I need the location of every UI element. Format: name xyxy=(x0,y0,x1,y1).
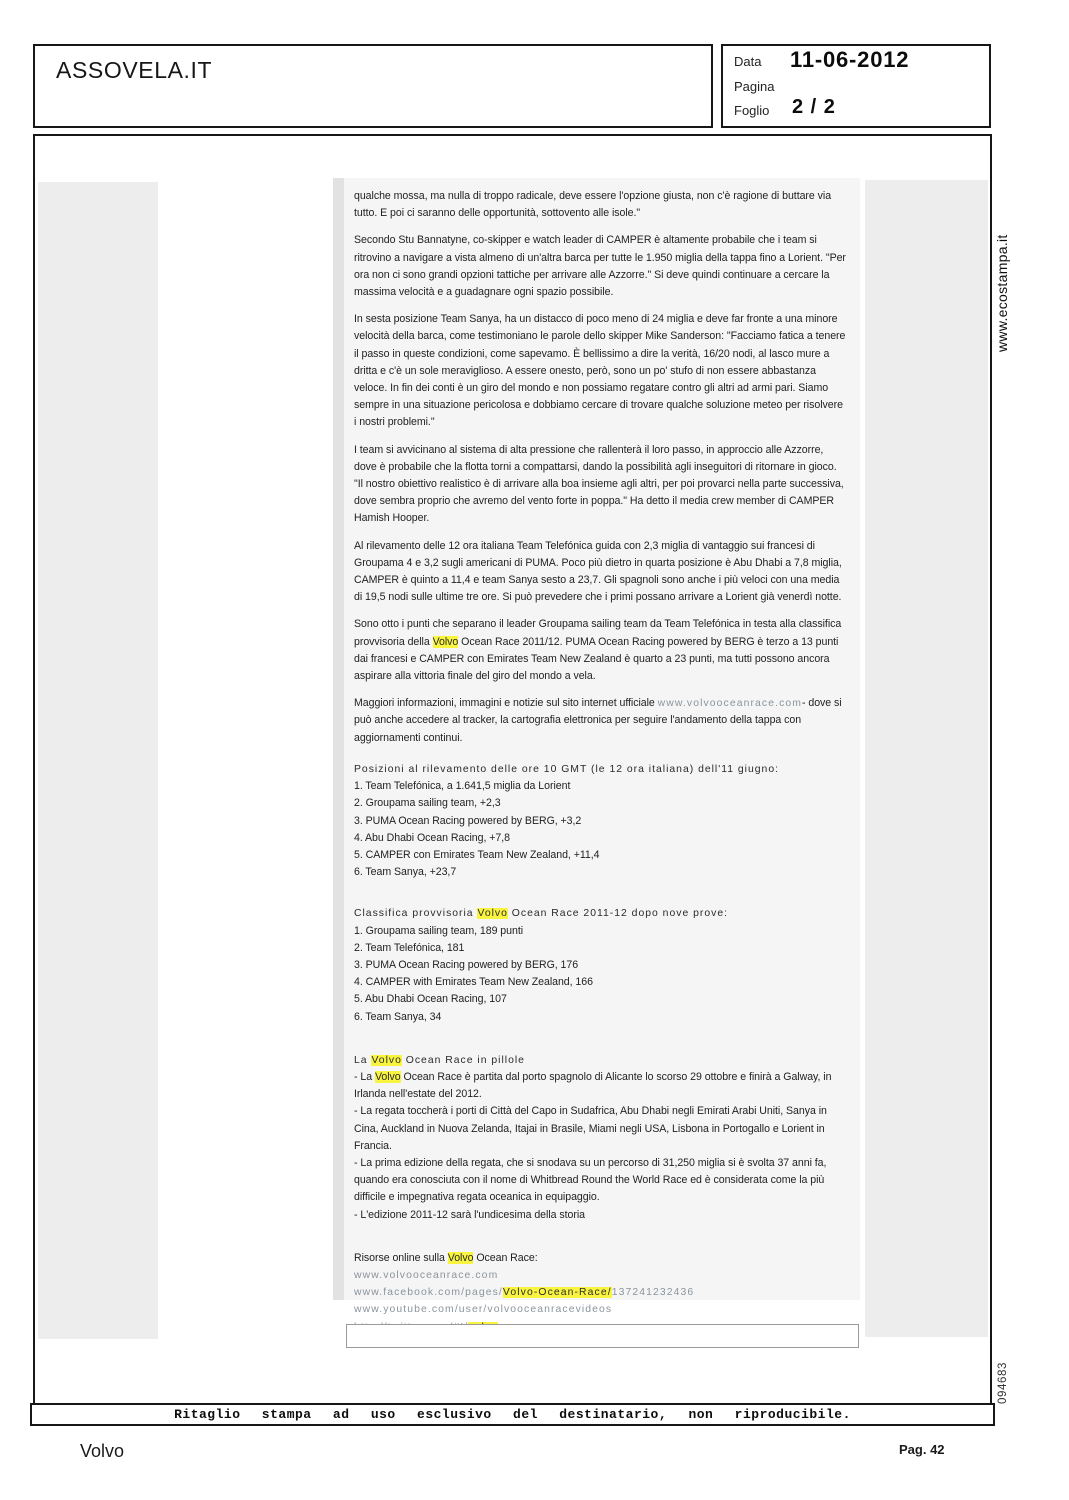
position-item: 4. Abu Dhabi Ocean Racing, +7,8 xyxy=(354,831,510,844)
source-box xyxy=(33,44,713,128)
standings-heading: Classifica provvisoria Volvo Ocean Race 2011-12 dopo nove prove: xyxy=(354,908,728,920)
page-ref: Pag. 42 xyxy=(899,1442,945,1457)
date-value: 11-06-2012 xyxy=(790,47,910,72)
standing-item: 4. CAMPER with Emirates Team New Zealand, 166 xyxy=(354,976,593,989)
pill-line: - La prima edizione della regata, che si snodava su un percorso di 31,250 miglia si è svolta 37 anni fa, quando era conosciuta con il nome di Whitbread Round the World Race ed è considerata come la più difficile e impegnativa regata oceanica in equipaggio. xyxy=(354,1156,827,1204)
resource-link[interactable]: www.youtube.com/user/volvooceanracevideos xyxy=(354,1304,613,1316)
pill-line: - La Volvo Ocean Race è partita dal porto spagnolo di Alicante lo scorso 29 ottobre e finirà a Galway, in Irlanda nell'estate del 2012. xyxy=(354,1070,832,1101)
clip-meta-box xyxy=(721,44,991,128)
standing-item: 2. Team Telefónica, 181 xyxy=(354,941,465,954)
resources-section xyxy=(354,1250,847,1336)
clipping-frame xyxy=(33,134,992,1405)
right-gutter-panel xyxy=(865,180,988,1337)
paragraph: Al rilevamento delle 12 ora italiana Team Telefónica guida con 2,3 miglia di vantaggio sui francesi di Groupama 4 e 3,2 sugli americani di PUMA. Poco più dietro in quarta posizione è Abu Dhabi a 7,8 miglia, CAMPER è quinto a 11,4 e team Sanya sesto a 23,7. Gli spagnoli sono anche i più veloci con una media di 19,5 nodi sulle ultime tre ore. Si può prevedere che i primi possano arrivare a Lorient già venerdì notte. xyxy=(354,539,842,604)
paragraph: In sesta posizione Team Sanya, ha un distacco di poco meno di 24 miglia e deve far fronte a una minore velocità della barca, come testimoniano le parole dello skipper Mike Sanderson: "Facciamo fatica a tenere il passo in queste condizioni, come sapevamo. È bellissimo a dire la verità, 16/20 nodi, al lasco mure a dritta e c'è un sole meraviglioso. A essere onesto, però, sono un po' stufo di non essere abbastanza veloce. In fin dei conti è un giro del mondo e non possiamo regatare contro gli altri ad armi pari. Siamo sempre in una situazione pericolosa e dobbiamo cercare di trovare qualche soluzione meteo per risolvere i nostri problemi." xyxy=(354,313,846,429)
paragraph: Sono otto i punti che separano il leader Groupama sailing team da Team Telefónica in testa alla classifica provvisoria della Volvo Ocean Race 2011/12. PUMA Ocean Racing powered by BERG è terzo a 13 punti dai francesi e CAMPER con Emirates Team New Zealand è quarto a 23 punti, ma tutti possono ancora aspirare alla vittoria finale del giro del mondo a vela. xyxy=(354,618,842,683)
left-gutter-panel xyxy=(38,182,158,1339)
date-label: Data xyxy=(734,54,762,69)
standing-item: 6. Team Sanya, 34 xyxy=(354,1010,442,1023)
sheet-label: Foglio xyxy=(734,103,770,118)
position-item: 3. PUMA Ocean Racing powered by BERG, +3,2 xyxy=(354,814,582,827)
pill-line: - L'edizione 2011-12 sarà l'undicesima della storia xyxy=(354,1208,585,1221)
clip-subject: Volvo xyxy=(80,1441,125,1461)
pills-section xyxy=(354,1052,847,1224)
pill-line: - La regata toccherà i porti di Città del Capo in Sudafrica, Abu Dhabi negli Emirati Arabi Uniti, Sanya in Cina, Auckland in Nuova Zelanda, Itajai in Brasile, Miami negli USA, Lisbona in Portogallo e Lorient in Francia. xyxy=(354,1105,827,1152)
standing-item: 3. PUMA Ocean Racing powered by BERG, 176 xyxy=(354,958,579,971)
standings-section xyxy=(354,905,847,1025)
paragraph-with-link: Maggiori informazioni, immagini e notizie sul sito internet ufficiale www.volvooceanrace.com- dove si può anche accedere al tracker, la cartografia elettronica per seguire l'andamento della tappa con aggiornamenti continui. xyxy=(354,697,842,744)
standing-item: 5. Abu Dhabi Ocean Racing, 107 xyxy=(354,993,507,1006)
resource-link[interactable]: www.facebook.com/pages/Volvo-Ocean-Race/137241232436 xyxy=(354,1287,695,1299)
position-item: 1. Team Telefónica, a 1.641,5 miglia da Lorient xyxy=(354,780,571,793)
resource-link[interactable]: www.volvooceanrace.com xyxy=(354,1269,499,1281)
position-item: 6. Team Sanya, +23,7 xyxy=(354,866,457,879)
position-item: 2. Groupama sailing team, +2,3 xyxy=(354,797,501,810)
positions-heading: Posizioni al rilevamento delle ore 10 GMT (le 12 ora italiana) dell'11 giugno: xyxy=(354,763,779,775)
standing-item: 1. Groupama sailing team, 189 punti xyxy=(354,924,524,937)
page-label: Pagina xyxy=(734,79,775,94)
positions-section xyxy=(354,761,847,881)
paragraph: qualche mossa, ma nulla di troppo radicale, deve essere l'opzione giusta, non c'è ragione di buttare via tutto. E poi ci saranno delle opportunità, sottovento alle isole." xyxy=(354,190,832,220)
position-item: 5. CAMPER con Emirates Team New Zealand, +11,4 xyxy=(354,848,600,861)
ritaglio-notice: Ritaglio stampa ad uso esclusivo del destinatario, non riproducibile. xyxy=(174,1407,851,1422)
resources-heading: Risorse online sulla Volvo Ocean Race: xyxy=(354,1251,538,1264)
article-panel xyxy=(333,178,860,1316)
ritaglio-strip xyxy=(30,1403,995,1426)
paragraph: I team si avvicinano al sistema di alta pressione che rallenterà il loro passo, in approccio alle Azzorre, dove è probabile che la flotta torni a compattarsi, dando la possibilità agli inseguitori di ritornare in gioco. "Il nostro obiettivo realistico è di arrivare alla boa insieme agli altri, per poi provarci nella parte successiva, dove sembra proprio che avremo del vento forte in poppa." Ha detto il media crew member di CAMPER Hamish Hooper. xyxy=(354,443,844,525)
clip-code: 094683 xyxy=(997,1362,1009,1404)
empty-comment-box xyxy=(346,1324,859,1348)
paragraph: Secondo Stu Bannatyne, co-skipper e watch leader di CAMPER è altamente probabile che i team si ritrovino a navigare a vista almeno di un'altra barca per tutte le 1.950 miglia della tappa fino a Lorient. "Per ora non ci sono grandi opzioni tattiche per arrivare alle Azzorre." Si deve quindi continuare a cercare la massima velocità e a guadagnare ogni spazio possibile. xyxy=(354,234,846,299)
sheet-value: 2 / 2 xyxy=(792,96,836,118)
ecostampa-watermark: www.ecostampa.it xyxy=(994,234,1010,352)
pills-heading: La Volvo Ocean Race in pillole xyxy=(354,1054,525,1066)
source-title: ASSOVELA.IT xyxy=(56,57,213,83)
